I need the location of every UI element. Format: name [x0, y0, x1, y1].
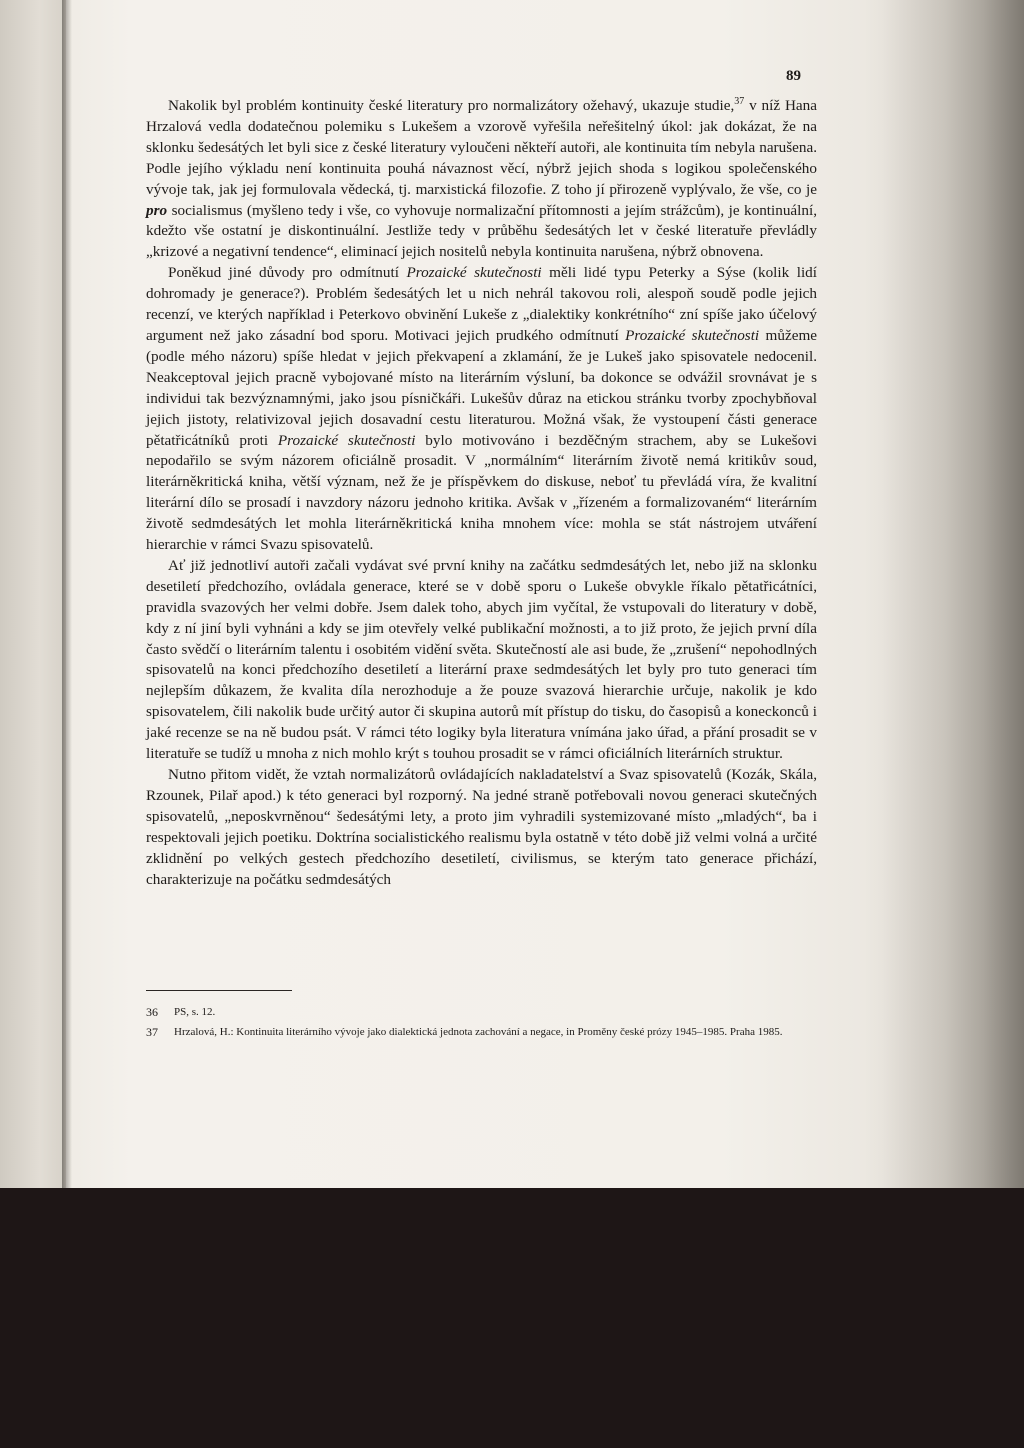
footnote-number: 37: [146, 1025, 158, 1039]
text-run: Nutno přitom vidět, že vztah normalizátorů ovládajících nakladatelství a Svaz spisovatelů (Kozák, Skála, Rzounek, Pilař apod.) k této generaci byl rozporný. Na jedné straně potřebovali novou generaci skutečných spisovatelů, „neposkvrněnou“ šedesátými lety, a proto jim vyhradili systemizované místo „mladých“, ba i respektovali jejich poetiku. Doktrína socialistického realismu byla ostatně v této době již velmi volná a určité zklidnění po velkých gestech předchozího desetiletí, civilismus, se kterým tato generace přichází, charakterizuje na počátku sedmdesátých: [146, 766, 817, 888]
text-run: Nakolik byl problém kontinuity české literatury pro normalizátory ožehavý, ukazuje studie,: [168, 97, 735, 114]
footnote: [146, 1005, 818, 1019]
italic-title: Prozaické skutečnosti: [406, 264, 542, 282]
paragraph: [146, 263, 817, 556]
scanner-background: [0, 1188, 1024, 1448]
text-run: Poněkud jiné důvody pro odmítnutí: [168, 264, 407, 282]
footnote-reference: 37: [734, 95, 745, 107]
text-run: bylo motivováno i bezděčným strachem, aby se Lukešovi nepodařilo se svým názorem oficiálně prosadit. V „normálním“ literárním životě nemá kritikův soud, literárněkritická kniha, větší význam, než že je příspěvkem do diskuse, neboť tu převládá víra, že kvalitní literární dílo se prosadí i navzdory názoru jednoho kritika. Avšak v „řízeném a formalizovaném“ literárním životě sedmdesátých let mohla literárněkritická kniha mnohem více: mohla se stát nástrojem utváření hierarchie v rámci Svazu spisovatelů.: [146, 431, 817, 554]
page-curl-shadow: [864, 0, 1024, 1188]
text-run: můžeme (podle mého názoru) spíše hledat v jejich překvapení a zklamání, že je Lukeš jako spisovatele nedocenil. Neakceptoval jejich pracně vybojované místo na literárním výsluní, ba dokonce se odvážil srovnávat je s individui tak bezvýznamnými, jako jsou písničkáři. Lukešův důraz na etickou stránku tvorby zpochybňoval jejich jistoty, relativizoval jejich dosavadní cestu literaturou. Možná však, že vystoupení části generace pětatřicátníků proti: [146, 326, 817, 449]
footnote: [146, 1025, 818, 1039]
footnotes: [146, 1005, 818, 1045]
paragraph: [146, 765, 817, 890]
footnote-text: Hrzalová, H.: Kontinuita literárního vývoje jako dialektická jednota zachování a negace, in Proměny české prózy 1945–1985. Praha 1985.: [174, 1026, 783, 1038]
footnote-text: PS, s. 12.: [174, 1006, 216, 1018]
body-text: [146, 96, 817, 890]
paragraph: [146, 556, 817, 765]
footnote-separator: [146, 990, 292, 991]
page-number: 89: [786, 68, 801, 84]
emphasis: pro: [146, 201, 168, 219]
text-run: měli lidé typu Peterky a Sýse (kolik lidí dohromady je generace?). Problém šedesátých let u nich nehrál takovou roli, alespoň soudě podle jejich recenzí, ve kterých například i Peterkovo obvinění Lukeše z „dialektiky konkrétního“ zní spíše jako účelový argument než jako zásadní bod sporu. Motivaci jejich prudkého odmítnutí: [146, 264, 817, 344]
text-run: v níž Hana Hrzalová vedla dodatečnou polemiku s Lukešem a vzorově vyřešila neřešitelný úkol: jak dokázat, že na sklonku šedesátých let byli sice z české literatury vyloučeni někteří autoři, ale kontinuita tím nebyla narušena. Podle jejího výkladu není kontinuita pouhá návaznost věcí, nýbrž jejich shoda s logikou společenského vývoje tak, jak jej formulovala vědecká, tj. marxistická filozofie. Z toho jí přirozeně vyplývalo, že vše, co je: [146, 97, 817, 198]
text-run: socialismus (myšleno tedy i vše, co vyhovuje normalizační přítomnosti a jejím strážcům), je kontinuální, kdežto vše ostatní je diskontinuální. Jestliže tedy v průběhu šedesátých let v české literatuře převládly „krizové a negativní tendence“, eliminací jejich nositelů nebyla kontinuita narušena, nýbrž obnovena.: [146, 201, 817, 261]
footnote-number: 36: [146, 1005, 158, 1019]
paragraph: [146, 96, 817, 263]
facing-page-edge: [0, 0, 66, 1188]
text-run: Ať již jednotliví autoři začali vydávat své první knihy na začátku sedmdesátých let, nebo již na sklonku desetiletí předchozího, ovládala generace, které se v době sporu o Lukeše obvykle říkalo pětatřicátníci, pravidla svazových her velmi dobře. Jsem dalek toho, abych jim vyčítal, že vstupovali do literatury v době, kdy z ní jiní byli vyhnáni a kdy se jim otevřely velké publikační možnosti, a to již proto, že jejich první díla často svědčí o literárním talentu i osobitém vidění světa. Skutečností ale asi bude, že „zrušení“ nepohodlných spisovatelů na konci předchozího desetiletí a literární praxe sedmdesátých let byly pro tuto generaci tím nejlepším důkazem, že kvalita díla nerozhoduje a že pouze svazová hierarchie určuje, nakolik je kdo spisovatelem, čili nakolik bude určitý autor či skupina autorů mít přístup do tisku, do časopisů a koneckonců i jaké recenze se na ně budou psát. V rámci této logiky byla literatura vnímána jako úřad, a přání prosadit se v literatuře se tudíž u mnoha z nich mohlo krýt s touhou prosadit se v rámci oficiálních literárních struktur.: [146, 556, 817, 763]
italic-title: Prozaické skutečnosti: [277, 431, 416, 449]
gutter-shadow: [62, 0, 72, 1188]
italic-title: Prozaické skutečnosti: [625, 326, 760, 344]
